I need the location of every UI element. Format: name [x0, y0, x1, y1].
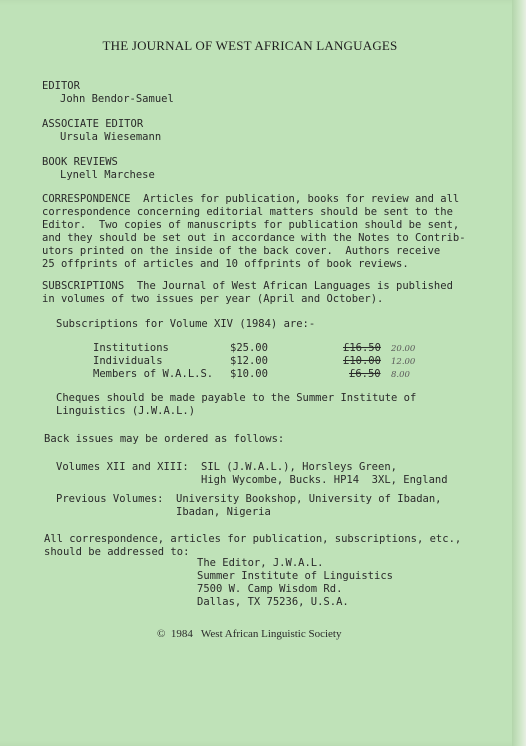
price-category: Institutions — [93, 342, 169, 354]
address-line: 7500 W. Camp Wisdom Rd. — [197, 583, 343, 595]
price-usd: $25.00 — [230, 342, 268, 354]
price-gbp-struck: £16.50 — [343, 342, 381, 354]
copyright-footer: © 1984 West African Linguistic Society — [157, 628, 342, 640]
cheques-line: Linguistics (J.W.A.L.) — [56, 405, 196, 417]
correspondence-line: CORRESPONDENCE Articles for publication, books for review and all — [42, 193, 460, 205]
volume-line: Subscriptions for Volume XIV (1984) are:- — [56, 318, 316, 330]
address-line: The Editor, J.W.A.L. — [197, 557, 324, 569]
previous-volumes-address: University Bookshop, University of Ibadan, — [176, 493, 442, 505]
back-issues-intro: Back issues may be ordered as follows: — [44, 433, 285, 445]
address-line: Summer Institute of Linguistics — [197, 570, 393, 582]
subscriptions-line: SUBSCRIPTIONS The Journal of West African Languages is published — [42, 280, 453, 292]
correspondence-line: 25 offprints of articles and 10 offprints of book reviews. — [42, 258, 409, 270]
correspondence-line: utors printed on the inside of the back cover. Authors receive — [42, 245, 441, 257]
associate-editor-name: Ursula Wiesemann — [60, 131, 162, 143]
correspondence-line: correspondence concerning editorial matters should be sent to the — [42, 206, 453, 218]
subscriptions-line: in volumes of two issues per year (April and October). — [42, 293, 384, 305]
vol-12-13-address: High Wycombe, Bucks. HP14 3XL, England — [201, 474, 448, 486]
previous-volumes-label: Previous Volumes: — [56, 493, 164, 505]
correspondence-line: and they should be set out in accordance with the Notes to Contrib- — [42, 232, 466, 244]
address-intro: All correspondence, articles for publication, subscriptions, etc., — [44, 533, 462, 545]
price-category: Individuals — [93, 355, 163, 367]
handwritten-price: 12.00 — [391, 357, 416, 367]
price-usd: $12.00 — [230, 355, 268, 367]
editor-name: John Bendor-Samuel — [60, 93, 174, 105]
price-gbp-struck: £10.00 — [343, 355, 381, 367]
page-edge — [512, 0, 526, 746]
book-reviews-name: Lynell Marchese — [60, 169, 155, 181]
journal-title: THE JOURNAL OF WEST AFRICAN LANGUAGES — [102, 38, 398, 53]
correspondence-line: Editor. Two copies of manuscripts for publication should be sent, — [42, 219, 460, 231]
vol-12-13-address: SIL (J.W.A.L.), Horsleys Green, — [201, 461, 397, 473]
book-reviews-label: BOOK REVIEWS — [42, 156, 118, 168]
cheques-line: Cheques should be made payable to the Summer Institute of — [56, 392, 417, 404]
vol-12-13-label: Volumes XII and XIII: — [56, 461, 189, 473]
handwritten-price: 20.00 — [391, 344, 416, 354]
price-usd: $10.00 — [230, 368, 268, 380]
price-category: Members of W.A.L.S. — [93, 368, 214, 380]
previous-volumes-address: Ibadan, Nigeria — [176, 506, 271, 518]
address-intro: should be addressed to: — [44, 546, 190, 558]
address-line: Dallas, TX 75236, U.S.A. — [197, 596, 349, 608]
associate-editor-label: ASSOCIATE EDITOR — [42, 118, 144, 130]
editor-label: EDITOR — [42, 80, 80, 92]
price-gbp-struck: £6.50 — [349, 368, 381, 380]
handwritten-price: 8.00 — [391, 370, 410, 380]
